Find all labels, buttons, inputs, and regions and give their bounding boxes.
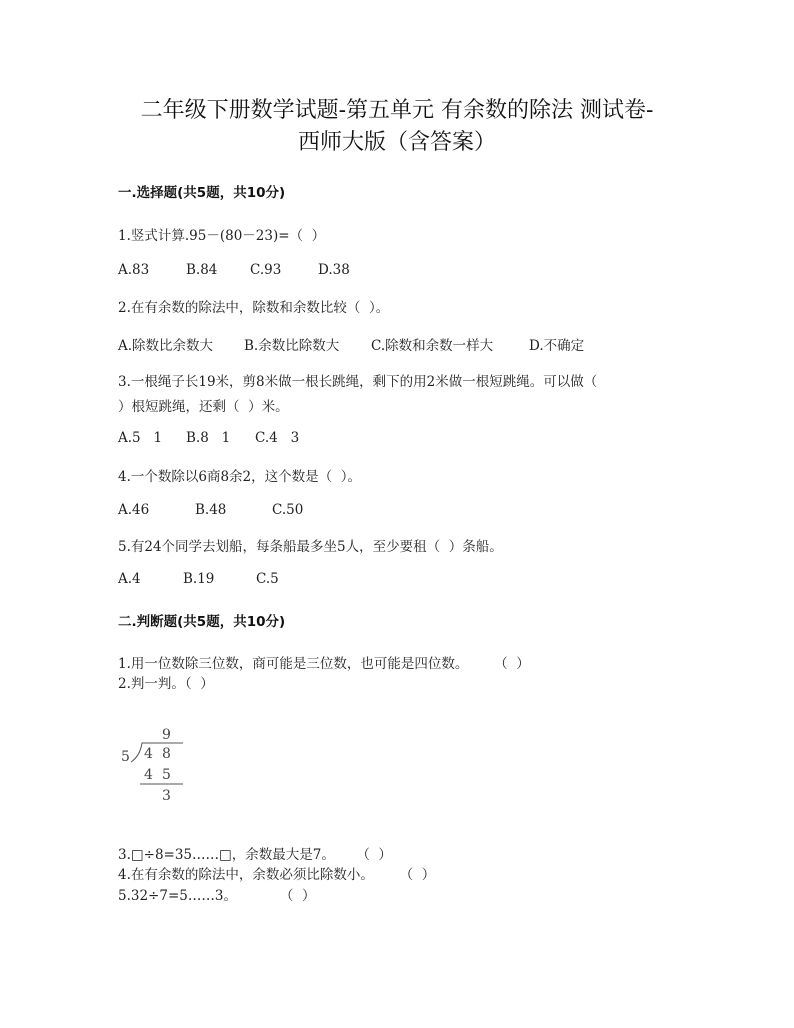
- option-c: C.4 3: [255, 430, 300, 446]
- question-4-stem: 4.一个数除以6商8余2，这个数是（ ）。: [118, 469, 361, 485]
- judgement-question-3: 3.□÷8=35……□，余数最大是7。 （ ）: [118, 847, 392, 863]
- long-division-figure: [118, 722, 198, 806]
- judgement-question-2: 2.判一判。（ ）: [118, 676, 214, 692]
- question-2-options: [118, 334, 584, 354]
- section-heading-choice: 一.选择题(共5题，共10分): [118, 185, 286, 201]
- option-c: C.除数和余数一样大: [371, 338, 494, 354]
- option-a: A.83: [118, 262, 150, 278]
- option-c: C.5: [256, 571, 279, 587]
- question-1-options: [118, 262, 350, 278]
- question-2-stem: 2.在有余数的除法中，除数和余数比较（ ）。: [118, 300, 390, 316]
- option-c: C.93: [250, 262, 282, 278]
- option-a: A.46: [118, 502, 150, 518]
- option-a: A.4: [118, 571, 141, 587]
- judgement-question-5: 5.32÷7=5……3。 （ ）: [118, 888, 316, 904]
- division-quotient: 9: [162, 727, 171, 743]
- option-b: B.48: [195, 502, 227, 518]
- option-a: A.除数比余数大: [118, 338, 214, 354]
- option-b: B.8 1: [186, 430, 231, 446]
- division-bracket: [131, 743, 183, 762]
- option-d: D.不确定: [529, 338, 585, 354]
- question-5-options: [118, 571, 279, 587]
- judgement-question-1: 1.用一位数除三位数，商可能是三位数，也可能是四位数。 （ ）: [118, 656, 530, 672]
- option-a: A.5 1: [118, 430, 163, 446]
- question-1-stem: 1.竖式计算.95－(80－23)=（ ）: [118, 228, 326, 244]
- division-divisor: 5: [121, 749, 130, 765]
- document-title-line-2: 西师大版（含答案）: [297, 130, 496, 155]
- option-b: B.19: [183, 571, 215, 587]
- division-product-tens: 4: [144, 767, 153, 783]
- division-dividend-tens: 4: [144, 746, 153, 762]
- option-c: C.50: [272, 502, 304, 518]
- option-b: B.余数比除数大: [244, 338, 340, 354]
- division-remainder: 3: [162, 788, 171, 804]
- division-product-ones: 5: [162, 767, 171, 783]
- question-3-stem-line-2: ）根短跳绳，还剩（ ）米。: [118, 399, 289, 415]
- option-d: D.38: [318, 262, 350, 278]
- question-4-options: [118, 502, 303, 518]
- question-5-stem: 5.有24个同学去划船，每条船最多坐5人，至少要租（ ）条船。: [118, 539, 503, 555]
- question-3-options: [118, 430, 299, 446]
- question-3-stem-line-1: 3.一根绳子长19米，剪8米做一根长跳绳，剩下的用2米做一根短跳绳。可以做（: [118, 374, 598, 390]
- judgement-question-4: 4.在有余数的除法中，余数必须比除数小。 （ ）: [118, 867, 436, 883]
- division-dividend-ones: 8: [162, 746, 171, 762]
- document-title-line-1: 二年级下册数学试题-第五单元 有余数的除法 测试卷-: [140, 98, 654, 123]
- section-heading-judgement: 二.判断题(共5题，共10分): [118, 614, 286, 630]
- option-b: B.84: [186, 262, 218, 278]
